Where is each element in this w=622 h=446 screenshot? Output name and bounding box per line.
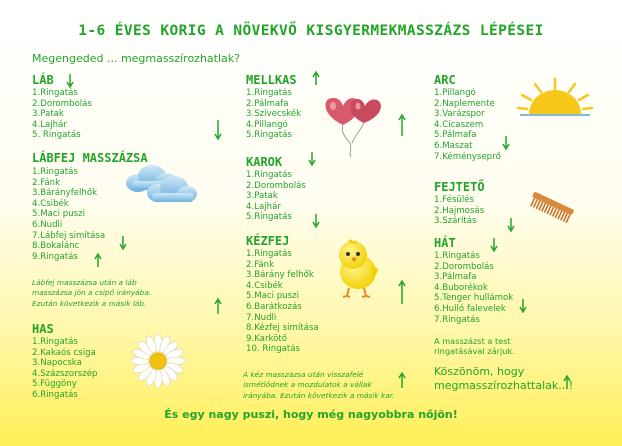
list-item: 7.Kéményseprő <box>434 151 501 162</box>
arrow-down-icon <box>308 152 316 166</box>
list-item: 5.Ringatás <box>246 130 292 141</box>
list-has <box>32 337 97 401</box>
list-item: 1.Fésülés <box>434 195 475 205</box>
list-item: 6.Maszat <box>434 140 473 151</box>
list-item: 1.Ringatás <box>246 170 292 180</box>
list-item: 5. Ringatás <box>32 130 81 141</box>
arrow-up-icon <box>214 298 222 314</box>
list-item: 4.Cicaszem <box>434 119 484 130</box>
cloud-icon <box>124 163 198 205</box>
page-title: 1-6 ÉVES KORIG A NÖVEKVŐ KISGYERMEKMASSZÁZS LÉPÉSEI <box>78 23 544 39</box>
closing-message <box>434 365 573 392</box>
page-subtitle: Megengeded ... megmasszírozhatlak? <box>32 52 240 65</box>
note-kezfej <box>243 370 395 401</box>
list-item: 2.Dorombolás <box>32 98 92 109</box>
section-title-labfej: LÁBFEJ MASSZÁZSA <box>32 151 148 165</box>
list-item: ringatásával zárjuk. <box>434 346 515 357</box>
list-item: 6.Hulló falevelek <box>434 303 506 314</box>
list-item: 4.Csibék <box>246 280 283 291</box>
list-item: megmasszírozhattalak...! <box>434 378 574 392</box>
list-mellkas <box>246 88 301 141</box>
arrow-down-icon <box>519 299 527 313</box>
heart-balloons-icon <box>320 93 388 159</box>
section-title-lab: LÁB <box>32 73 54 87</box>
list-item: 4.Csibék <box>32 198 69 209</box>
list-item: A kéz masszázsa után visszafelé <box>243 370 364 379</box>
list-item: 3.Bárány felhők <box>246 270 314 281</box>
list-item: 9.Ringatás <box>32 251 78 262</box>
list-item: 2.Dorombolás <box>246 180 306 191</box>
arrow-up-icon <box>312 71 320 85</box>
list-item: 1.Ringatás <box>434 251 480 261</box>
list-item: ismétlődnek a mozdulatok a vállak <box>243 380 372 390</box>
section-title-kezfej: KÉZFEJ <box>246 234 290 248</box>
list-item: 8.Kézfej simítása <box>246 323 319 334</box>
arrow-up-icon <box>563 375 571 389</box>
list-item: 5.Pálmafa <box>434 130 477 141</box>
list-item: 1.Ringatás <box>246 249 292 259</box>
list-item: 3.Szívecskék <box>246 109 302 120</box>
list-lab <box>32 88 92 141</box>
list-item: 5.Maci puszi <box>246 291 300 302</box>
arrow-down-icon <box>214 120 222 140</box>
list-item: 3.Napocska <box>32 358 82 369</box>
list-item: 7.Nudli <box>246 312 277 323</box>
list-item: 3.Szárítás <box>434 216 477 227</box>
list-item: 2.Pálmafa <box>246 98 289 109</box>
sun-icon <box>516 78 594 118</box>
list-item: 3.Bárányfelhők <box>32 188 98 199</box>
section-title-has: HAS <box>32 322 54 336</box>
daisy-icon <box>130 333 186 389</box>
list-item: 7.Ringatás <box>434 314 480 325</box>
list-item: 2.Fánk <box>32 177 61 188</box>
list-item: 6.Barátkozás <box>246 301 302 312</box>
arrow-down-icon <box>490 238 498 252</box>
list-item: Ezután következik a másik láb. <box>32 298 147 308</box>
section-title-fejteto: FEJTETŐ <box>434 180 485 194</box>
list-labfej <box>32 167 105 262</box>
list-item: 2.Kakaós csiga <box>32 347 96 358</box>
list-item: 2.Naplemente <box>434 98 495 109</box>
list-item: 1.Ringatás <box>32 88 78 98</box>
list-hat <box>434 251 513 325</box>
list-fejteto <box>434 195 484 227</box>
list-item: 1.Ringatás <box>32 337 78 347</box>
list-item: 4.Buborékok <box>434 282 488 293</box>
arrow-down-icon <box>312 214 320 228</box>
list-item: 3.Pálmafa <box>434 272 477 283</box>
list-item: 4.Lajhár <box>32 119 67 130</box>
list-item: 1.Ringatás <box>32 167 78 177</box>
arrow-down-icon <box>119 236 127 250</box>
arrow-down-icon <box>66 74 74 88</box>
section-title-karok: KAROK <box>246 155 283 169</box>
list-kezfej <box>246 249 319 355</box>
section-title-mellkas: MELLKAS <box>246 73 297 87</box>
note-labfej <box>32 278 151 309</box>
list-item: 9.Karkötő <box>246 333 288 344</box>
list-item: irányába. Ezután következik a másik kar. <box>243 390 395 400</box>
arrow-up-icon <box>94 253 102 267</box>
list-item: 4.Százszorszép <box>32 368 98 379</box>
list-karok <box>246 170 306 223</box>
list-item: A masszázst a test <box>434 336 511 346</box>
list-item: 5.Ringatás <box>246 212 292 223</box>
list-item: 5.Maci puszi <box>32 209 86 220</box>
section-title-hat: HÁT <box>434 236 456 250</box>
list-item: 3.Patak <box>246 191 278 202</box>
arrow-up-icon <box>398 372 406 388</box>
list-item: 5.Függöny <box>32 379 77 390</box>
arrow-down-icon <box>502 136 510 150</box>
list-item: 4.Lajhár <box>246 201 281 212</box>
section-title-arc: ARC <box>434 73 456 87</box>
list-item: 3.Patak <box>32 109 64 120</box>
list-item: 1.Ringatás <box>246 88 292 98</box>
list-item: Lábfej masszázsa után a láb <box>32 278 137 287</box>
list-item: 2.Hajmosás <box>434 205 485 216</box>
list-arc <box>434 88 501 162</box>
list-item: 2.Dorombolás <box>434 261 494 272</box>
list-item: Köszönöm, hogy <box>434 365 525 378</box>
chick-icon <box>332 238 384 298</box>
list-item: masszázsa jön a csípő irányába. <box>32 288 152 298</box>
list-item: 3.Varázspor <box>434 109 485 120</box>
list-item: 8.Bokalánc <box>32 241 80 252</box>
list-item: 1.Pillangó <box>434 88 476 98</box>
list-item: 10. Ringatás <box>246 344 301 355</box>
arrow-up-icon <box>398 280 406 304</box>
arrow-up-icon <box>398 114 406 136</box>
list-item: 4.Pillangó <box>246 119 288 130</box>
list-item: 6.Nudli <box>32 219 63 230</box>
list-item: 7.Lábfej simítása <box>32 230 106 241</box>
arrow-down-icon <box>507 218 515 232</box>
list-item: 6.Ringatás <box>32 389 78 400</box>
comb-icon <box>525 191 577 225</box>
note-hat <box>434 336 515 357</box>
list-item: 5.Tenger hullámok <box>434 293 514 304</box>
footer-message: És egy nagy puszi, hogy még nagyobbra nőjön! <box>164 408 458 421</box>
list-item: 2.Fánk <box>246 259 275 270</box>
